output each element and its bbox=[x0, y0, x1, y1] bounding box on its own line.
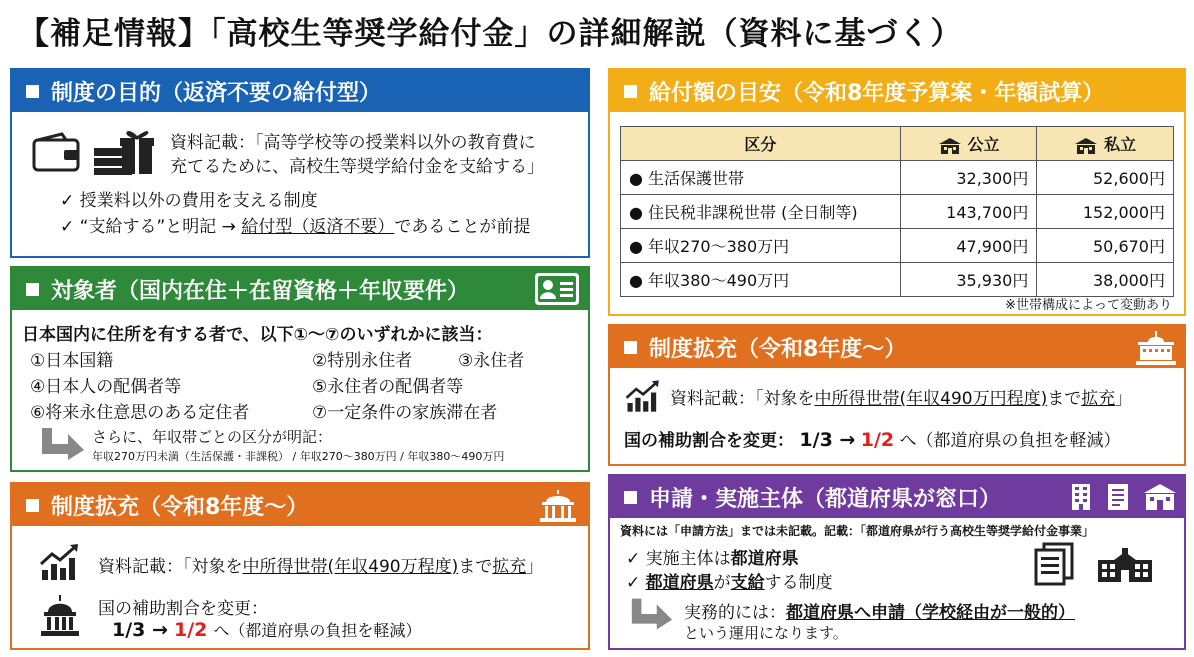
column-header-public-label: 公立 bbox=[967, 135, 1000, 154]
government-building-icon bbox=[1134, 330, 1178, 366]
apply-check-2-d: 支給 bbox=[730, 573, 765, 593]
purpose-heading-text: 制度の目的（返済不要の給付型） bbox=[51, 80, 382, 106]
expansion-left-quote-b: 中所得世帯(年収490万程度) bbox=[242, 557, 459, 577]
purpose-check-2-c: であることが前提 bbox=[394, 217, 531, 237]
expansion-right-quote-a: 資料記載：「対象を bbox=[670, 389, 815, 409]
school-building-icon bbox=[938, 137, 962, 155]
row-label: ● 年収380～490万円 bbox=[621, 263, 901, 297]
table-row bbox=[621, 195, 1174, 229]
square-bullet-icon bbox=[624, 85, 637, 98]
apply-check-2-e: する制度 bbox=[764, 573, 833, 593]
expansion-right-quote-b: 中所得世帯(年収490万円程度) bbox=[814, 389, 1048, 409]
expansion-left-ratio-new: 1/2 bbox=[173, 619, 208, 641]
row-label: ● 住民税非課税世帯 (全日制等) bbox=[621, 195, 901, 229]
eligible-income-detail: 年収270万円未満（生活保護・非課税） / 年収270～380万円 / 年収380～490万円 bbox=[92, 450, 505, 463]
capitol-building-icon bbox=[38, 594, 82, 638]
amounts-heading-text: 給付額の目安（令和8年度予算案・年額試算） bbox=[649, 80, 1105, 106]
school-building-icon bbox=[1142, 482, 1178, 512]
row-public: 32,300円 bbox=[900, 161, 1037, 195]
apply-check-1-b: 都道府県 bbox=[730, 549, 799, 569]
expansion-right-ratio-old: 1/3 → bbox=[799, 429, 856, 451]
expansion-right-quote-d: 拡充 bbox=[1081, 389, 1116, 409]
school-building-icon bbox=[1096, 546, 1154, 584]
eligible-item-2: ②特別永住者 bbox=[312, 351, 413, 371]
column-header-public bbox=[900, 127, 1037, 161]
row-public: 143,700円 bbox=[900, 195, 1037, 229]
document-icon bbox=[1106, 482, 1130, 512]
expansion-right-ratio-label: 国の補助割合を変更： bbox=[624, 431, 794, 451]
apply-note: 資料には「申請方法」までは未記載。記載：「都道府県が行う高校生等奨学給付金事業」 bbox=[620, 524, 1095, 538]
column-header-private-label: 私立 bbox=[1104, 135, 1137, 154]
expansion-left-heading bbox=[12, 484, 588, 526]
page-title: 【補足情報】「高校生等奨学給付金」の詳細解説（資料に基づく） bbox=[18, 16, 963, 52]
eligible-panel bbox=[10, 266, 590, 472]
eligible-item-1: ①日本国籍 bbox=[30, 351, 114, 371]
growth-chart-icon bbox=[38, 542, 84, 582]
expansion-left-quote-c: まで bbox=[458, 557, 493, 577]
eligible-item-7: ⑦一定条件の家族滞在者 bbox=[312, 403, 498, 423]
purpose-check-2-b: 給付型（返済不要） bbox=[241, 217, 395, 237]
eligible-intro: 日本国内に住所を有する者で、以下①～⑦のいずれかに該当： bbox=[22, 325, 493, 345]
id-card-icon bbox=[534, 272, 580, 306]
expansion-right-quote bbox=[670, 384, 1132, 409]
amounts-panel bbox=[608, 68, 1186, 316]
apply-check-2-c: が bbox=[713, 573, 731, 593]
apply-check-2-b: 都道府県 bbox=[645, 573, 714, 593]
expansion-left-ratio-old: 1/3 → bbox=[112, 619, 168, 641]
expansion-left-ratio-note: へ（都道府県の負担を軽減） bbox=[213, 621, 422, 640]
expansion-left-quote-a: 資料記載：「対象を bbox=[98, 557, 243, 577]
apply-heading-text: 申請・実施主体（都道府県が窓口） bbox=[649, 486, 1002, 512]
purpose-panel bbox=[10, 68, 590, 258]
arrow-right-icon bbox=[38, 426, 86, 462]
row-private: 50,670円 bbox=[1037, 229, 1174, 263]
apply-heading bbox=[610, 476, 1184, 518]
expansion-left-quote bbox=[98, 552, 543, 577]
apply-practice-b: 都道府県へ申請（学校経由が一般的） bbox=[786, 603, 1075, 623]
row-private: 52,600円 bbox=[1037, 161, 1174, 195]
row-public: 47,900円 bbox=[900, 229, 1037, 263]
expansion-right-ratio-note: へ（都道府県の負担を軽減） bbox=[899, 431, 1121, 451]
expansion-left-ratio-label: 国の補助割合を変更： bbox=[98, 599, 268, 619]
arrow-right-icon bbox=[628, 596, 674, 632]
eligible-income-note: さらに、年収帯ごとの区分が明記： bbox=[92, 428, 333, 446]
eligible-item-6: ⑥将来永住意思のある定住者 bbox=[30, 403, 250, 423]
row-label: ● 生活保護世帯 bbox=[621, 161, 901, 195]
purpose-quote-line2: 充てるために、高校生等奨学給付金を支給する」 bbox=[170, 157, 544, 177]
purpose-check-2 bbox=[60, 212, 530, 237]
apply-practice-a: 実務的には： bbox=[684, 603, 786, 623]
square-bullet-icon bbox=[26, 85, 39, 98]
expansion-left-quote-d: 拡充 bbox=[492, 557, 527, 577]
expansion-right-quote-e: 」 bbox=[1115, 389, 1133, 409]
table-row bbox=[621, 229, 1174, 263]
eligible-item-5: ⑤永住者の配偶者等 bbox=[312, 377, 464, 397]
expansion-right-panel bbox=[608, 324, 1186, 466]
amounts-footnote: ※世帯構成によって変動あり bbox=[1005, 298, 1172, 313]
expansion-left-panel bbox=[10, 482, 590, 650]
documents-icon bbox=[1034, 542, 1074, 586]
expansion-right-heading bbox=[610, 326, 1184, 368]
apply-check-1-a: ✓ 実施主体は bbox=[626, 549, 731, 569]
money-gift-icon bbox=[92, 126, 154, 176]
school-building-icon bbox=[1074, 137, 1098, 155]
office-building-icon bbox=[1070, 482, 1092, 512]
apply-practice-c: という運用になります。 bbox=[684, 624, 848, 642]
column-header-category: 区分 bbox=[621, 127, 901, 161]
eligible-heading-text: 対象者（国内在住＋在留資格＋年収要件） bbox=[51, 278, 470, 304]
row-private: 38,000円 bbox=[1037, 263, 1174, 297]
eligible-item-3: ③永住者 bbox=[458, 351, 525, 371]
row-private: 152,000円 bbox=[1037, 195, 1174, 229]
square-bullet-icon bbox=[624, 341, 637, 354]
government-building-icon bbox=[538, 488, 578, 524]
apply-check-2 bbox=[626, 568, 833, 593]
amounts-heading bbox=[610, 70, 1184, 112]
apply-practice bbox=[684, 598, 1075, 623]
purpose-check-1: ✓ 授業料以外の費用を支える制度 bbox=[60, 191, 318, 211]
eligible-heading bbox=[12, 268, 588, 310]
apply-check-2-a: ✓ bbox=[626, 573, 646, 593]
row-label: ● 年収270～380万円 bbox=[621, 229, 901, 263]
purpose-quote-line1: 資料記載：「高等学校等の授業料以外の教育費に bbox=[170, 133, 536, 153]
eligible-item-4: ④日本人の配偶者等 bbox=[30, 377, 182, 397]
square-bullet-icon bbox=[26, 283, 39, 296]
purpose-heading bbox=[12, 70, 588, 112]
expansion-right-heading-text: 制度拡充（令和8年度～） bbox=[649, 336, 907, 362]
expansion-left-quote-e: 」 bbox=[526, 557, 544, 577]
table-row bbox=[621, 263, 1174, 297]
square-bullet-icon bbox=[624, 491, 637, 504]
wallet-icon bbox=[32, 132, 82, 174]
apply-check-1 bbox=[626, 544, 799, 569]
growth-chart-icon bbox=[624, 378, 664, 414]
amounts-table bbox=[620, 126, 1174, 297]
table-row bbox=[621, 161, 1174, 195]
table-header-row bbox=[621, 127, 1174, 161]
square-bullet-icon bbox=[26, 499, 39, 512]
expansion-right-quote-c: まで bbox=[1047, 389, 1082, 409]
column-header-private bbox=[1037, 127, 1174, 161]
purpose-check-2-a: ✓ “支給する”と明記 → bbox=[60, 217, 242, 237]
row-public: 35,930円 bbox=[900, 263, 1037, 297]
expansion-left-ratio bbox=[112, 618, 421, 641]
expansion-right-ratio-new: 1/2 bbox=[860, 429, 895, 451]
apply-panel bbox=[608, 474, 1186, 650]
expansion-right-ratio bbox=[624, 426, 1121, 451]
expansion-left-heading-text: 制度拡充（令和8年度～） bbox=[51, 494, 309, 520]
